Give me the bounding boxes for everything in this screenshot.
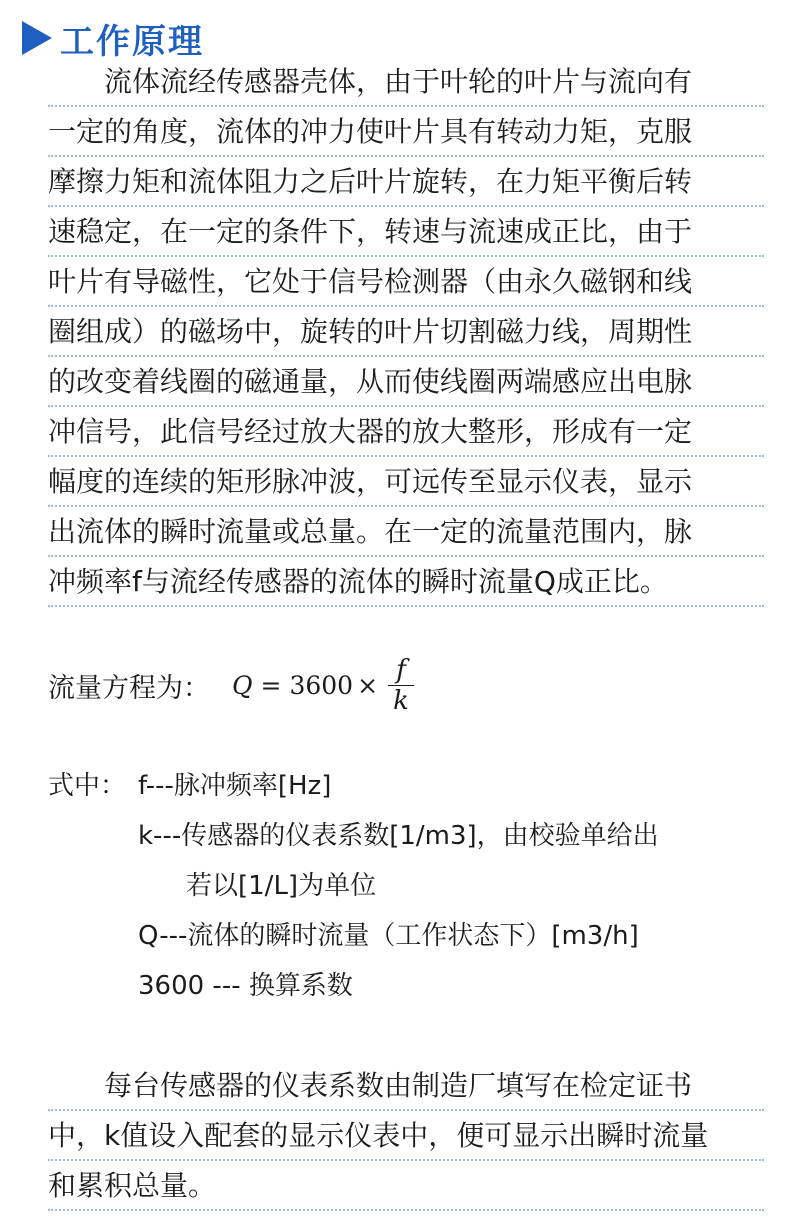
flow-equation: [48, 650, 414, 720]
principle-line: 一定的角度，流体的冲力使叶片具有转动力矩，克服: [48, 107, 764, 157]
principle-line: 圈组成）的磁场中，旋转的叶片切割磁力线，周期性: [48, 307, 764, 357]
fraction-denominator: k: [393, 685, 409, 716]
equation-times: ×: [357, 670, 379, 700]
principle-line: 叶片有导磁性，它处于信号检测器（由永久磁钢和线: [48, 257, 764, 307]
principle-paragraph: [48, 57, 764, 607]
definition-constant: 3600 --- 换算系数: [138, 971, 353, 1001]
equation-constant: 3600: [289, 670, 354, 700]
fraction-numerator: f: [396, 654, 406, 685]
principle-line: 流体流经传感器壳体，由于叶轮的叶片与流向有: [48, 57, 764, 107]
equation-lhs: Q: [232, 670, 253, 700]
definition-k-unit-note: 若以[1/L]为单位: [186, 871, 377, 901]
note-line: 每台传感器的仪表系数由制造厂填写在检定证书: [48, 1061, 764, 1111]
equation-label: 流量方程为：: [48, 672, 210, 704]
note-line: 和累积总量。: [48, 1161, 764, 1211]
section-title: 工作原理: [60, 21, 204, 62]
note-paragraph: [48, 1061, 764, 1211]
note-line: 中，k值设入配套的显示仪表中，便可显示出瞬时流量: [48, 1111, 764, 1161]
play-triangle-icon: [22, 21, 52, 55]
principle-line: 出流体的瞬时流量或总量。在一定的流量范围内，脉: [48, 507, 764, 557]
definition-f: f---脉冲频率[Hz]: [138, 771, 332, 801]
principle-line: 的改变着线圈的磁通量，从而使线圈两端感应出电脉: [48, 357, 764, 407]
principle-line: 摩擦力矩和流体阻力之后叶片旋转，在力矩平衡后转: [48, 157, 764, 207]
equation-formula: [232, 655, 414, 716]
definitions-prefix: 式中：: [48, 771, 127, 801]
principle-line: 幅度的连续的矩形脉冲波，可远传至显示仪表，显示: [48, 457, 764, 507]
definition-k: k---传感器的仪表系数[1/m3]，由校验单给出: [138, 821, 659, 851]
principle-line: 速稳定，在一定的条件下，转速与流速成正比，由于: [48, 207, 764, 257]
equation-fraction: [388, 655, 414, 716]
principle-line: 冲信号，此信号经过放大器的放大整形，形成有一定: [48, 407, 764, 457]
equation-equals: =: [260, 670, 282, 700]
principle-line: 冲频率f与流经传感器的流体的瞬时流量Q成正比。: [48, 557, 764, 607]
definition-q: Q---流体的瞬时流量（工作状态下）[m3/h]: [138, 921, 639, 951]
section-header: [22, 14, 204, 62]
